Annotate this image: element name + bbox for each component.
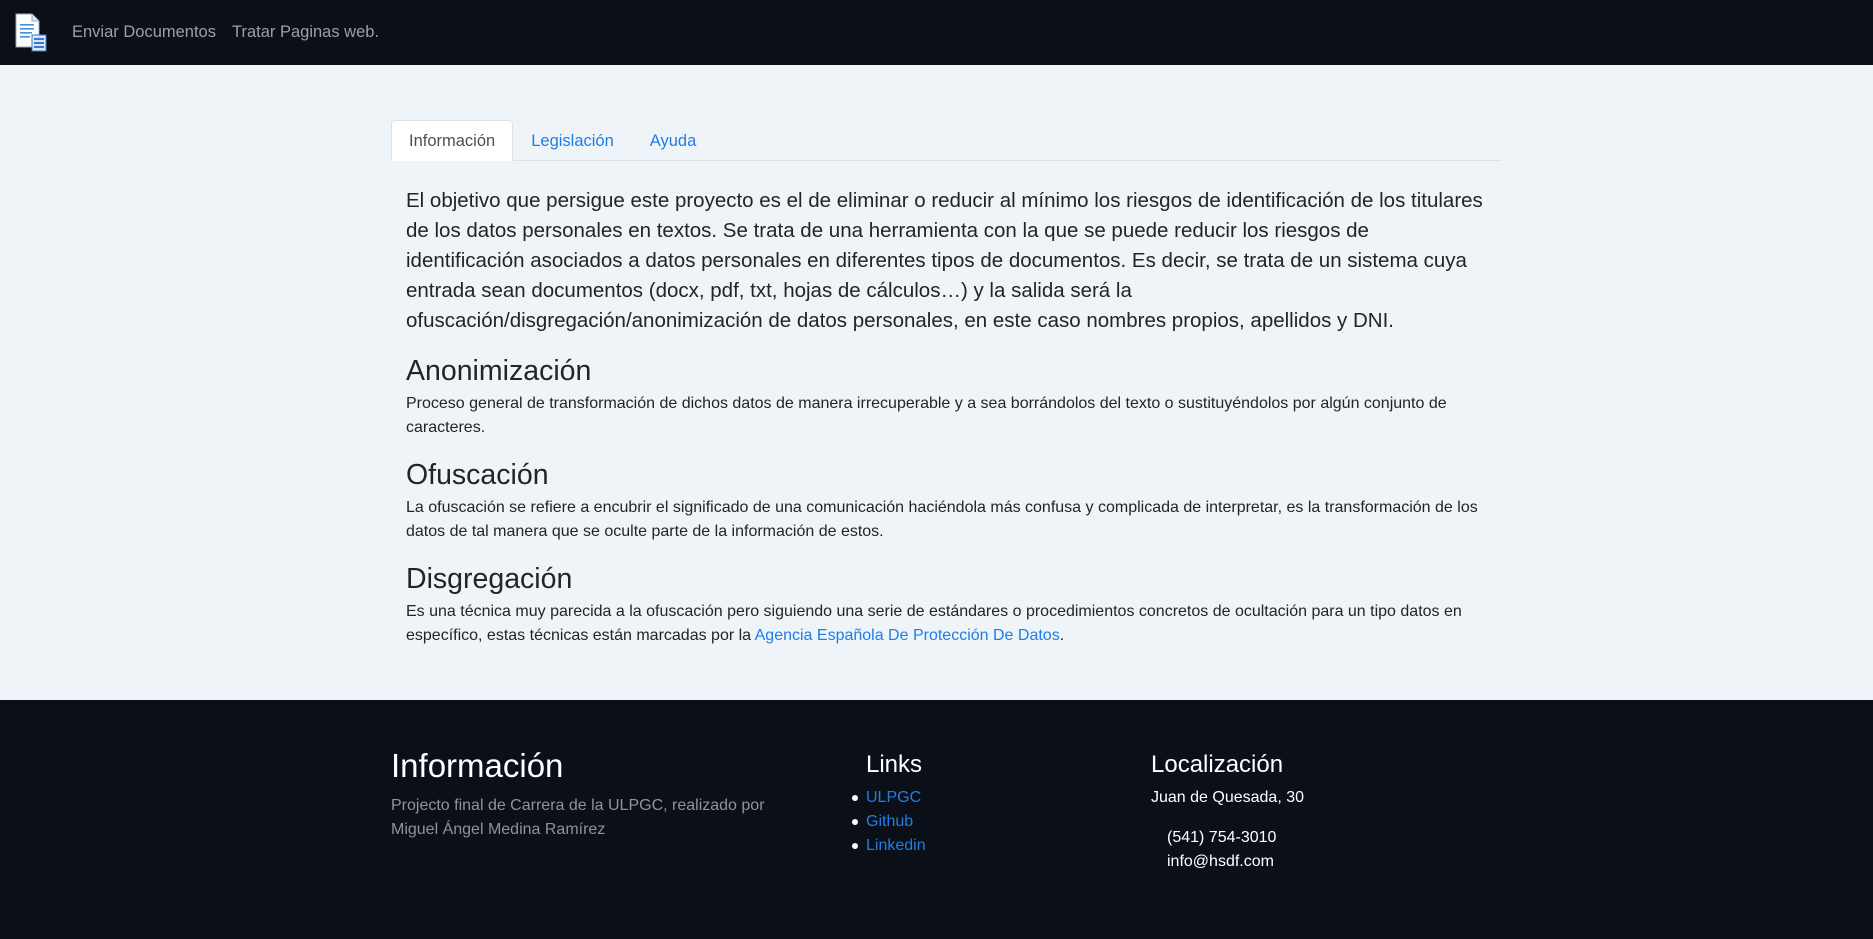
section-text-ofuscacion: La ofuscación se refiere a encubrir el significado de una comunicación haciéndola más confusa y complicada de interpretar, es la transformación de los datos de tal manera que se oculte parte de la información de estos.	[406, 499, 1478, 540]
tab-ayuda[interactable]: Ayuda	[649, 132, 697, 150]
section-text-disgregacion	[406, 600, 1486, 648]
footer-link-ulpgc[interactable]: ULPGC	[866, 789, 922, 806]
footer-link-linkedin[interactable]: Linkedin	[866, 837, 926, 854]
footer-location	[1151, 746, 1304, 874]
tab-panel	[391, 186, 1501, 648]
section-title-ofuscacion: Ofuscación	[406, 459, 549, 491]
list-item	[866, 810, 926, 834]
footer	[0, 700, 1873, 939]
disgregacion-text-end: .	[1059, 627, 1065, 644]
footer-phone: (541) 754-3010	[1167, 829, 1277, 846]
section-title-disgregacion: Disgregación	[406, 563, 573, 595]
footer-info-title: Información	[391, 747, 564, 784]
main-content	[0, 65, 1873, 700]
footer-address: Juan de Quesada, 30	[1151, 789, 1305, 806]
document-icon[interactable]	[14, 13, 48, 53]
aepd-link[interactable]: Agencia Española De Protección De Datos	[754, 627, 1060, 644]
nav-link-enviar-documentos[interactable]: Enviar Documentos	[72, 23, 216, 41]
footer-contact	[1151, 826, 1304, 874]
footer-info-text: Projecto final de Carrera de la ULPGC, realizado por Miguel Ángel Medina Ramírez	[391, 797, 765, 838]
footer-links	[866, 746, 926, 858]
footer-link-github[interactable]: Github	[866, 813, 914, 830]
tab-bar	[391, 120, 1501, 161]
tab-legislacion[interactable]: Legislación	[531, 132, 614, 150]
list-item	[866, 786, 926, 810]
tab-informacion[interactable]: Información	[391, 120, 513, 161]
navbar	[0, 0, 1873, 65]
list-item	[866, 834, 926, 858]
footer-links-title: Links	[866, 751, 923, 778]
disgregacion-text: Es una técnica muy parecida a la ofuscación pero siguiendo una serie de estándares o procedimientos concretos de ocultación para un tipo datos en específico, estas técnicas están marcadas por la	[406, 603, 1462, 644]
section-text-anonimizacion: Proceso general de transformación de dichos datos de manera irrecuperable y a sea borrándolos del texto o sustituyéndolos por algún conjunto de caracteres.	[406, 395, 1447, 436]
section-title-anonimizacion: Anonimización	[406, 355, 592, 387]
content-container	[391, 120, 1501, 648]
footer-email: info@hsdf.com	[1167, 853, 1274, 870]
nav-link-tratar-paginas[interactable]: Tratar Paginas web.	[231, 23, 380, 41]
footer-info	[391, 746, 791, 842]
footer-links-list	[866, 786, 926, 858]
intro-paragraph: El objetivo que persigue este proyecto es el de eliminar o reducir al mínimo los riesgos de identificación de los titulares de los datos personales en textos. Se trata de una herramienta con la que se puede reducir los riesgos de identificación asociados a datos personales en diferentes tipos de documentos. Es decir, se trata de un sistema cuya entrada sean documentos (docx, pdf, txt, hojas de cálculos…) y la salida será la ofuscación/disgregación/anonimización de datos personales, en este caso nombres propios, apellidos y DNI.	[406, 189, 1483, 332]
footer-location-title: Localización	[1151, 751, 1284, 778]
